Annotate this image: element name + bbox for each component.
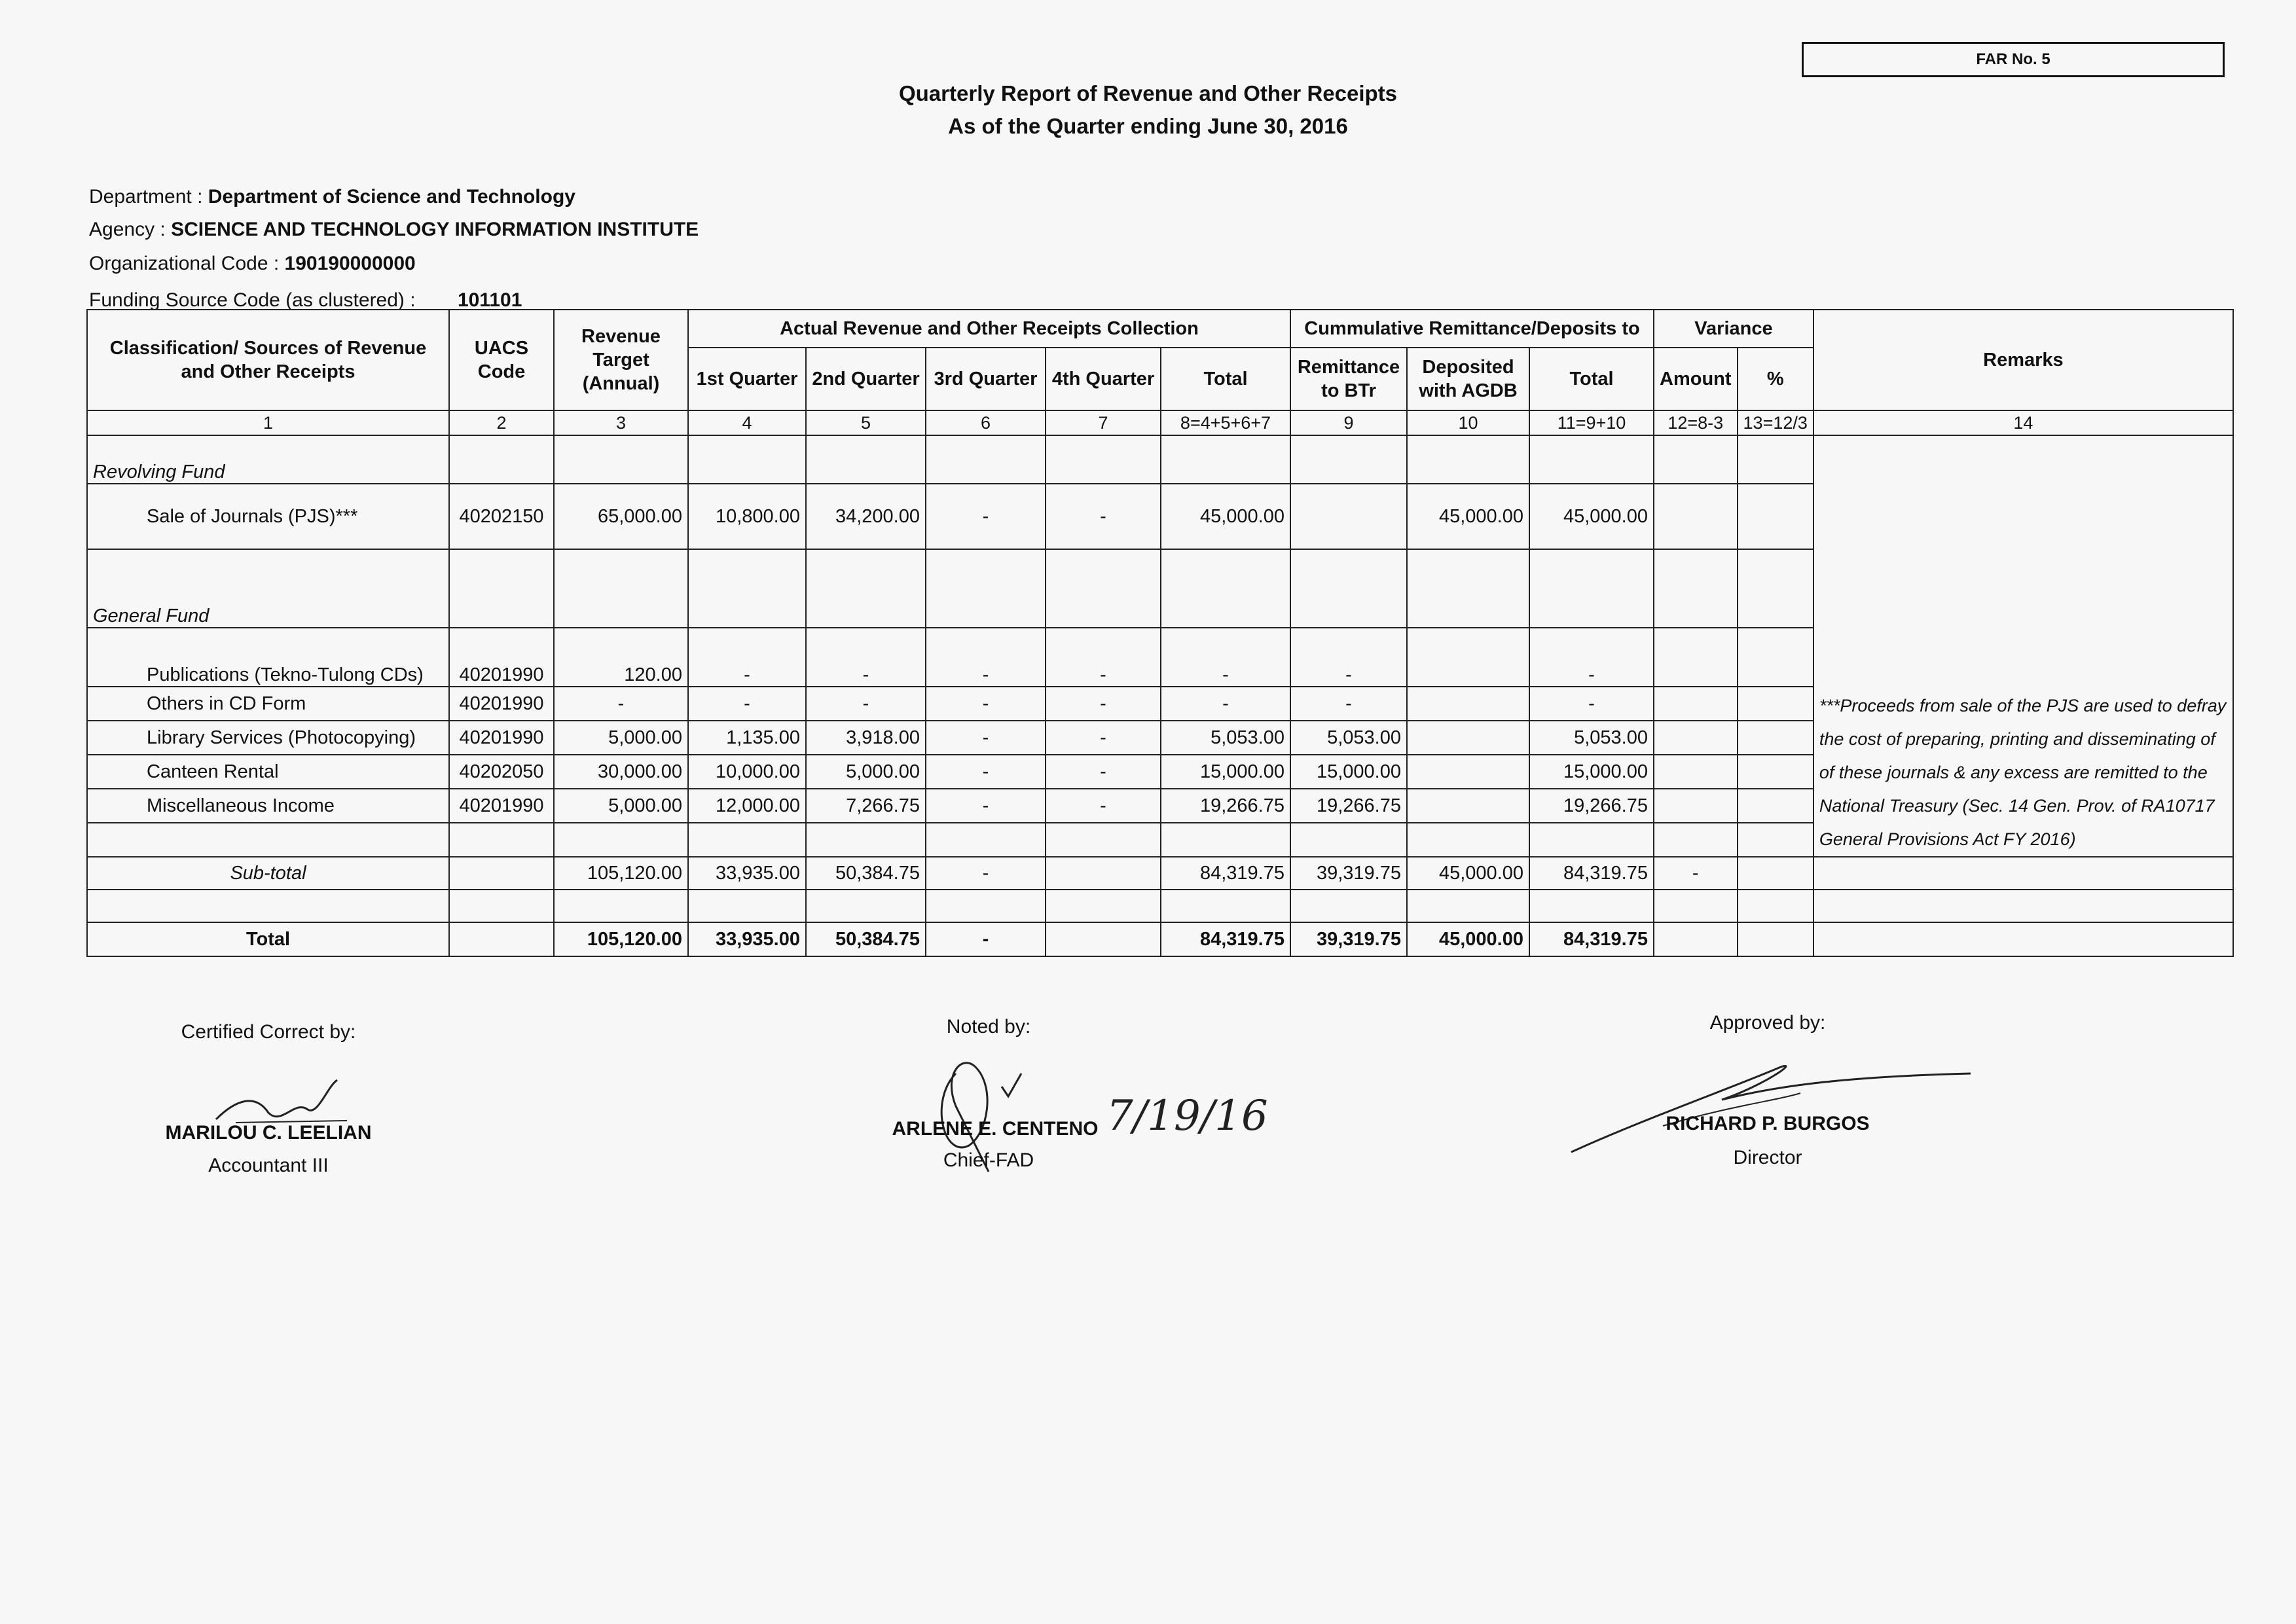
row-btr: 15,000.00 bbox=[1290, 755, 1407, 789]
hdr-actual-collection: Actual Revenue and Other Receipts Collection bbox=[688, 310, 1290, 348]
approved-label: Approved by: bbox=[1709, 1012, 1826, 1034]
row-q4: - bbox=[1046, 628, 1161, 687]
row-name: Publications (Tekno-Tulong CDs) bbox=[87, 628, 449, 687]
row-q1: - bbox=[688, 687, 806, 721]
subtotal-agdb: 45,000.00 bbox=[1407, 857, 1529, 890]
row-q2: - bbox=[806, 628, 926, 687]
row-total: 15,000.00 bbox=[1161, 755, 1290, 789]
row-q3: - bbox=[926, 789, 1046, 823]
blank-row bbox=[87, 890, 2233, 922]
row-uacs: 40202150 bbox=[449, 484, 554, 549]
total-q1: 33,935.00 bbox=[688, 922, 806, 956]
hdr-remarks: Remarks bbox=[1813, 310, 2233, 410]
row-q4: - bbox=[1046, 721, 1161, 755]
row-q1: 10,000.00 bbox=[688, 755, 806, 789]
subtotal-rtotal: 84,319.75 bbox=[1529, 857, 1654, 890]
hdr-q4: 4th Quarter bbox=[1046, 348, 1161, 410]
hdr-total: Total bbox=[1161, 348, 1290, 410]
approved-name: RICHARD P. BURGOS bbox=[1666, 1113, 1870, 1134]
hdr-remittance: Cummulative Remittance/Deposits to bbox=[1290, 310, 1654, 348]
total-q3: - bbox=[926, 922, 1046, 956]
total-total: 84,319.75 bbox=[1161, 922, 1290, 956]
subtotal-total: 84,319.75 bbox=[1161, 857, 1290, 890]
total-target: 105,120.00 bbox=[554, 922, 688, 956]
certified-position: Accountant III bbox=[208, 1155, 329, 1176]
row-total: - bbox=[1161, 687, 1290, 721]
total-row bbox=[87, 922, 2233, 956]
subtotal-label: Sub-total bbox=[87, 857, 449, 890]
noted-name: ARLENE E. CENTENO bbox=[892, 1118, 1099, 1140]
subtotal-row bbox=[87, 857, 2233, 890]
hdr-pct: % bbox=[1738, 348, 1813, 410]
org-code-line bbox=[89, 253, 416, 275]
row-q3: - bbox=[926, 484, 1046, 549]
subtotal-target: 105,120.00 bbox=[554, 857, 688, 890]
row-name: Sale of Journals (PJS)*** bbox=[87, 484, 449, 549]
row-q4: - bbox=[1046, 484, 1161, 549]
hdr-q3: 3rd Quarter bbox=[926, 348, 1046, 410]
row-name: Canteen Rental bbox=[87, 755, 449, 789]
group-row-revolving bbox=[87, 435, 2233, 484]
row-q1: - bbox=[688, 628, 806, 687]
row-agdb bbox=[1407, 628, 1529, 687]
total-label: Total bbox=[87, 922, 449, 956]
funding-value: 101101 bbox=[457, 289, 522, 311]
row-btr bbox=[1290, 484, 1407, 549]
row-total: 5,053.00 bbox=[1161, 721, 1290, 755]
colnum: 11=9+10 bbox=[1529, 410, 1654, 435]
certified-name: MARILOU C. LEELIAN bbox=[165, 1122, 372, 1144]
report-title: Quarterly Report of Revenue and Other Receipts bbox=[898, 81, 1397, 105]
remarks-text: ***Proceeds from sale of the PJS are used to defray the cost of preparing, printing and disseminating of of these journals & any excess are remitted to the National Treasury (Sec. 14 Gen. Prov. of RA10717 General Provisions Act FY 2016) bbox=[1813, 435, 2233, 857]
row-q3: - bbox=[926, 687, 1046, 721]
total-rtotal: 84,319.75 bbox=[1529, 922, 1654, 956]
row-btr: 19,266.75 bbox=[1290, 789, 1407, 823]
row-total: - bbox=[1161, 628, 1290, 687]
hdr-uacs: UACS Code bbox=[449, 310, 554, 410]
row-rtotal: 19,266.75 bbox=[1529, 789, 1654, 823]
hdr-remit-total: Total bbox=[1529, 348, 1654, 410]
group-label: General Fund bbox=[87, 549, 449, 628]
colnum: 10 bbox=[1407, 410, 1529, 435]
row-target: 5,000.00 bbox=[554, 721, 688, 755]
colnum: 6 bbox=[926, 410, 1046, 435]
subtotal-q1: 33,935.00 bbox=[688, 857, 806, 890]
row-total: 19,266.75 bbox=[1161, 789, 1290, 823]
row-rtotal: - bbox=[1529, 628, 1654, 687]
row-name: Others in CD Form bbox=[87, 687, 449, 721]
row-target: - bbox=[554, 687, 688, 721]
noted-position: Chief-FAD bbox=[943, 1149, 1034, 1171]
hdr-variance: Variance bbox=[1654, 310, 1813, 348]
agency-value: SCIENCE AND TECHNOLOGY INFORMATION INSTITUTE bbox=[171, 219, 699, 240]
subtotal-q3: - bbox=[926, 857, 1046, 890]
row-q2: 5,000.00 bbox=[806, 755, 926, 789]
row-rtotal: - bbox=[1529, 687, 1654, 721]
colnum: 4 bbox=[688, 410, 806, 435]
row-q4: - bbox=[1046, 755, 1161, 789]
colnum: 2 bbox=[449, 410, 554, 435]
subtotal-q2: 50,384.75 bbox=[806, 857, 926, 890]
row-uacs: 40201990 bbox=[449, 628, 554, 687]
form-number: FAR No. 5 bbox=[1802, 42, 2225, 77]
colnum: 3 bbox=[554, 410, 688, 435]
row-agdb bbox=[1407, 721, 1529, 755]
report-subtitle: As of the Quarter ending June 30, 2016 bbox=[948, 114, 1348, 138]
row-q3: - bbox=[926, 721, 1046, 755]
row-target: 65,000.00 bbox=[554, 484, 688, 549]
row-q2: 34,200.00 bbox=[806, 484, 926, 549]
row-target: 30,000.00 bbox=[554, 755, 688, 789]
row-target: 120.00 bbox=[554, 628, 688, 687]
subtotal-btr: 39,319.75 bbox=[1290, 857, 1407, 890]
revenue-table bbox=[86, 309, 2234, 957]
colnum: 8=4+5+6+7 bbox=[1161, 410, 1290, 435]
certified-label: Certified Correct by: bbox=[181, 1021, 356, 1043]
noted-label: Noted by: bbox=[946, 1016, 1031, 1038]
colnum: 12=8-3 bbox=[1654, 410, 1738, 435]
total-q2: 50,384.75 bbox=[806, 922, 926, 956]
group-label: Revolving Fund bbox=[87, 435, 449, 484]
hdr-amount: Amount bbox=[1654, 348, 1738, 410]
row-q4: - bbox=[1046, 789, 1161, 823]
org-code-value: 190190000000 bbox=[284, 253, 416, 274]
row-q1: 10,800.00 bbox=[688, 484, 806, 549]
approved-position: Director bbox=[1733, 1147, 1802, 1168]
row-agdb: 45,000.00 bbox=[1407, 484, 1529, 549]
hdr-q2: 2nd Quarter bbox=[806, 348, 926, 410]
colnum: 7 bbox=[1046, 410, 1161, 435]
total-btr: 39,319.75 bbox=[1290, 922, 1407, 956]
hdr-revenue-target: Revenue Target (Annual) bbox=[554, 310, 688, 410]
row-btr: - bbox=[1290, 628, 1407, 687]
row-uacs: 40202050 bbox=[449, 755, 554, 789]
department-line bbox=[89, 186, 575, 208]
hdr-deposited: Deposited with AGDB bbox=[1407, 348, 1529, 410]
funding-label: Funding Source Code (as clustered) : bbox=[89, 289, 416, 311]
funding-line bbox=[89, 289, 522, 312]
total-agdb: 45,000.00 bbox=[1407, 922, 1529, 956]
department-label: Department : bbox=[89, 186, 203, 208]
row-uacs: 40201990 bbox=[449, 721, 554, 755]
row-q2: 7,266.75 bbox=[806, 789, 926, 823]
colnum: 1 bbox=[87, 410, 449, 435]
colnum: 9 bbox=[1290, 410, 1407, 435]
row-uacs: 40201990 bbox=[449, 687, 554, 721]
agency-label: Agency : bbox=[89, 219, 166, 240]
colnum: 13=12/3 bbox=[1738, 410, 1813, 435]
row-q2: - bbox=[806, 687, 926, 721]
org-code-label: Organizational Code : bbox=[89, 253, 280, 274]
department-value: Department of Science and Technology bbox=[208, 186, 575, 208]
row-uacs: 40201990 bbox=[449, 789, 554, 823]
row-total: 45,000.00 bbox=[1161, 484, 1290, 549]
row-q3: - bbox=[926, 755, 1046, 789]
colnum: 14 bbox=[1813, 410, 2233, 435]
row-q3: - bbox=[926, 628, 1046, 687]
row-q4: - bbox=[1046, 687, 1161, 721]
agency-line bbox=[89, 219, 699, 241]
row-q2: 3,918.00 bbox=[806, 721, 926, 755]
row-name: Library Services (Photocopying) bbox=[87, 721, 449, 755]
row-q1: 12,000.00 bbox=[688, 789, 806, 823]
row-btr: - bbox=[1290, 687, 1407, 721]
row-rtotal: 45,000.00 bbox=[1529, 484, 1654, 549]
row-agdb bbox=[1407, 755, 1529, 789]
row-q1: 1,135.00 bbox=[688, 721, 806, 755]
hdr-q1: 1st Quarter bbox=[688, 348, 806, 410]
header-row-1 bbox=[87, 310, 2233, 348]
colnum: 5 bbox=[806, 410, 926, 435]
noted-date: 7/19/16 bbox=[1106, 1092, 1268, 1140]
row-btr: 5,053.00 bbox=[1290, 721, 1407, 755]
hdr-remit-btr: Remittance to BTr bbox=[1290, 348, 1407, 410]
row-agdb bbox=[1407, 687, 1529, 721]
column-number-row bbox=[87, 410, 2233, 435]
row-target: 5,000.00 bbox=[554, 789, 688, 823]
row-name: Miscellaneous Income bbox=[87, 789, 449, 823]
row-rtotal: 15,000.00 bbox=[1529, 755, 1654, 789]
row-agdb bbox=[1407, 789, 1529, 823]
subtotal-amount: - bbox=[1654, 857, 1738, 890]
row-rtotal: 5,053.00 bbox=[1529, 721, 1654, 755]
hdr-classification: Classification/ Sources of Revenue and Other Receipts bbox=[87, 310, 449, 410]
